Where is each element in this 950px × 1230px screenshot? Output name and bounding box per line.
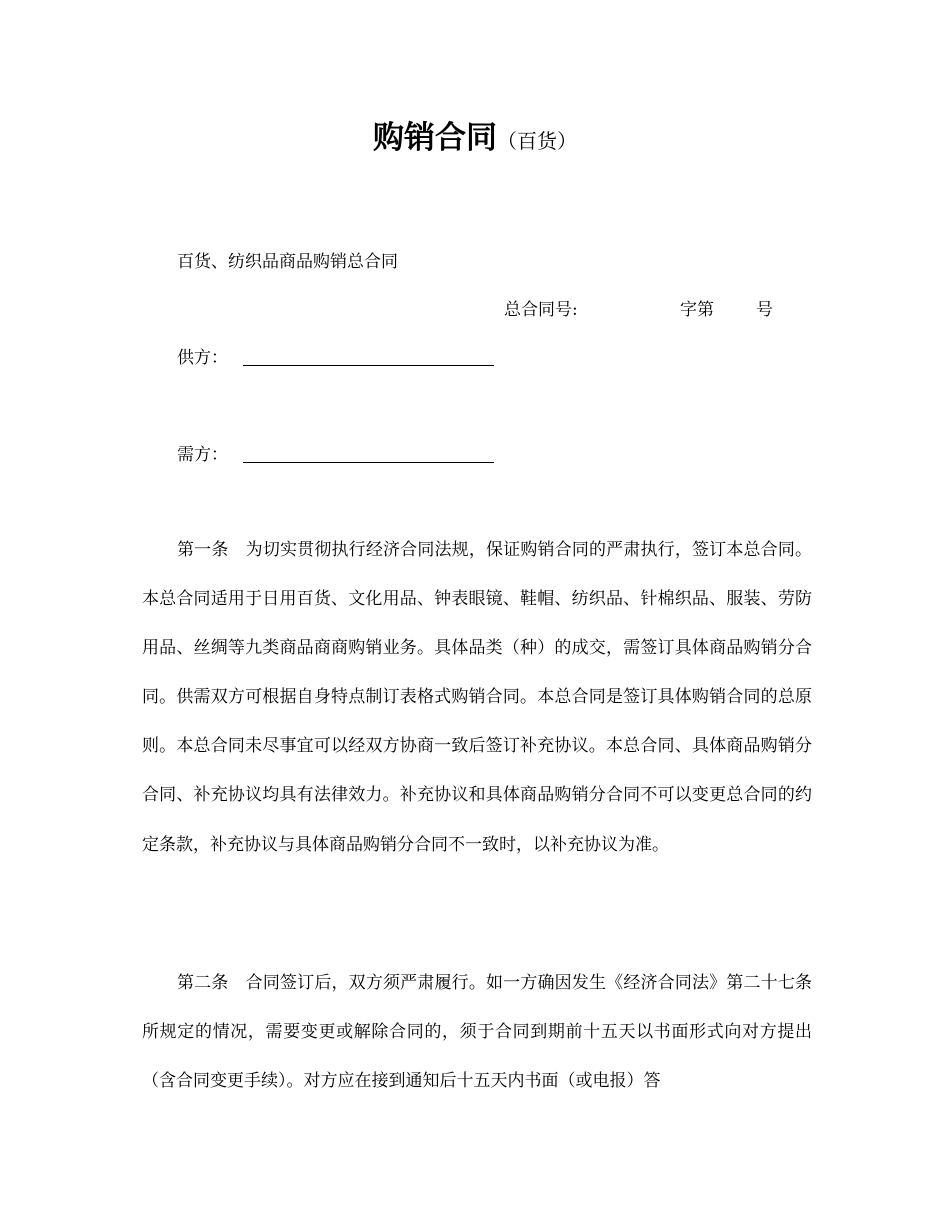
- contract-no-hao: 号: [756, 300, 773, 320]
- supplier-label: 供方：: [177, 348, 228, 368]
- subtitle: 百货、纺织品商品购销总合同: [177, 252, 398, 272]
- contract-no-label: 总合同号:: [504, 300, 578, 320]
- supplier-blank-line: [243, 365, 494, 366]
- buyer-label: 需方：: [177, 445, 228, 465]
- document-title: [0, 112, 950, 157]
- title-suffix: （百货）: [497, 129, 577, 153]
- title-main: 购销合同: [373, 120, 497, 156]
- article-1: 第一条 为切实贯彻执行经济合同法规，保证购销合同的严肃执行，签订本总合同。本总合同适用于日用百货、文化用品、钟表眼镜、鞋帽、纺织品、针棉织品、服装、劳防用品、丝绸等九类商品商商购销业务。具体品类（种）的成交，需签订具体商品购销分合同。供需双方可根据自身特点制订表格式购销合同。本总合同是签订具体购销合同的总原则。本总合同未尽事宜可以经双方协商一致后签订补充协议。本总合同、具体商品购销分合同、补充协议均具有法律效力。补充协议和具体商品购销分合同不可以变更总合同的约定条款，补充协议与具体商品购销分合同不一致时，以补充协议为准。: [142, 540, 812, 855]
- contract-no-zi-di: 字第: [680, 300, 714, 320]
- article-2: 第二条 合同签订后，双方须严肃履行。如一方确因发生《经济合同法》第二十七条所规定的情况，需要变更或解除合同的，须于合同到期前十五天以书面形式向对方提出（含合同变更手续）。对方应在接到通知后十五天内书面（或电报）答: [142, 973, 812, 1092]
- buyer-blank-line: [243, 462, 494, 463]
